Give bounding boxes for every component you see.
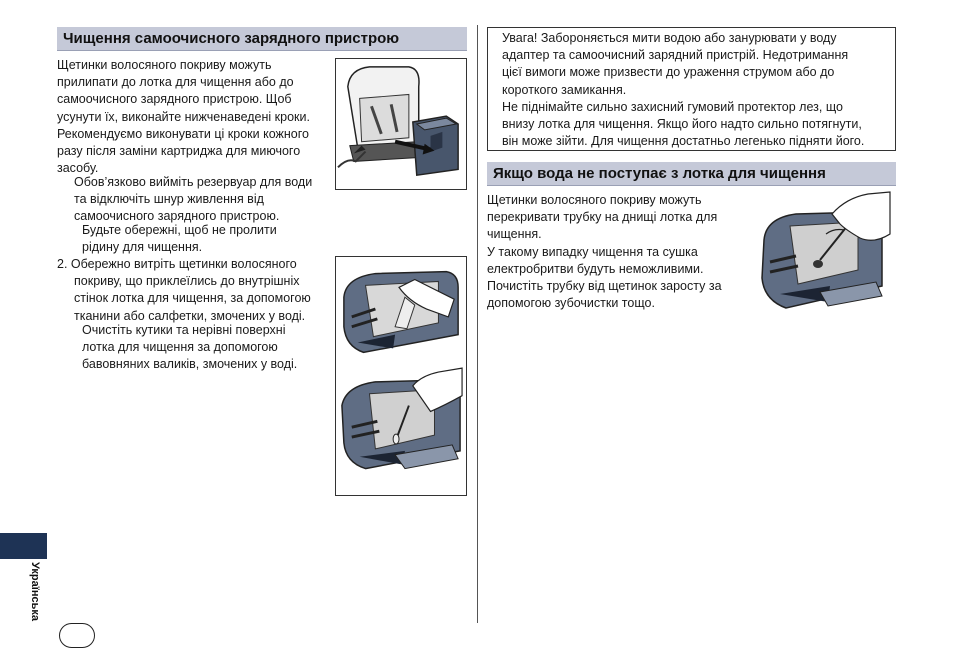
column-divider — [477, 25, 478, 623]
step-1-note: Будьте обережні, щоб не пролити рідину для чищення. — [82, 223, 277, 255]
tray-wiping-illustration — [335, 256, 467, 496]
language-label: Українська — [29, 562, 41, 622]
section-heading-cleaning-charger: Чищення самоочисного зарядного пристрою — [57, 27, 467, 51]
charger-tank-removal-illustration — [335, 58, 467, 190]
section-heading-no-water: Якщо вода не поступає з лотка для чищення — [487, 162, 896, 186]
language-tab — [0, 533, 47, 559]
page-number-oval — [59, 623, 95, 648]
intro-text: Щетинки волосяного покриву можуть прилипати до лотка для чищення або до самоочисного зарядного пристрою. Щоб усунути їх, виконайте нижченаведені кроки. Рекомендуємо виконувати ці кроки кожного разу після заміни картриджа для миючого засобу. — [57, 58, 310, 176]
step-2-note: Очистіть кутики та нерівні поверхні лотка для чищення за допомогою бавовняних валиків, змочених у воді. — [82, 323, 298, 372]
step-2-text: 2. Обережно витріть щетинки волосяного покриву, що приклеїлись до внутрішніх стінок лотка для чищення, за допомогою тканини або салфетки, змочених у воді. — [57, 257, 311, 323]
step-1-text: Обов’язково вийміть резервуар для води та відключіть шнур живлення від самоочисного зарядного пристрою. — [74, 175, 313, 224]
no-water-text: Щетинки волосяного покриву можуть перекривати трубку на днищі лотка для чищення. У такому випадку чищення та сушка електробритви будуть неможливими. Почистіть трубку від щетинок заросту за допомогою зубочистки тощо. — [487, 193, 722, 311]
warning-box: Увага! Забороняється мити водою або занурювати у воду адаптер та самоочисний зарядний пристрій. Недотримання цієї вимоги може призвести до ураження струмом або до короткого замикання. Не піднімайте сильно захисний гумовий протектор лез, що внизу лотка для чищення. Якщо його надто сильно потягнути, він може зійти. Для чищення достатньо легенько підняти його. — [487, 27, 896, 151]
tube-cleaning-illustration — [756, 190, 892, 324]
